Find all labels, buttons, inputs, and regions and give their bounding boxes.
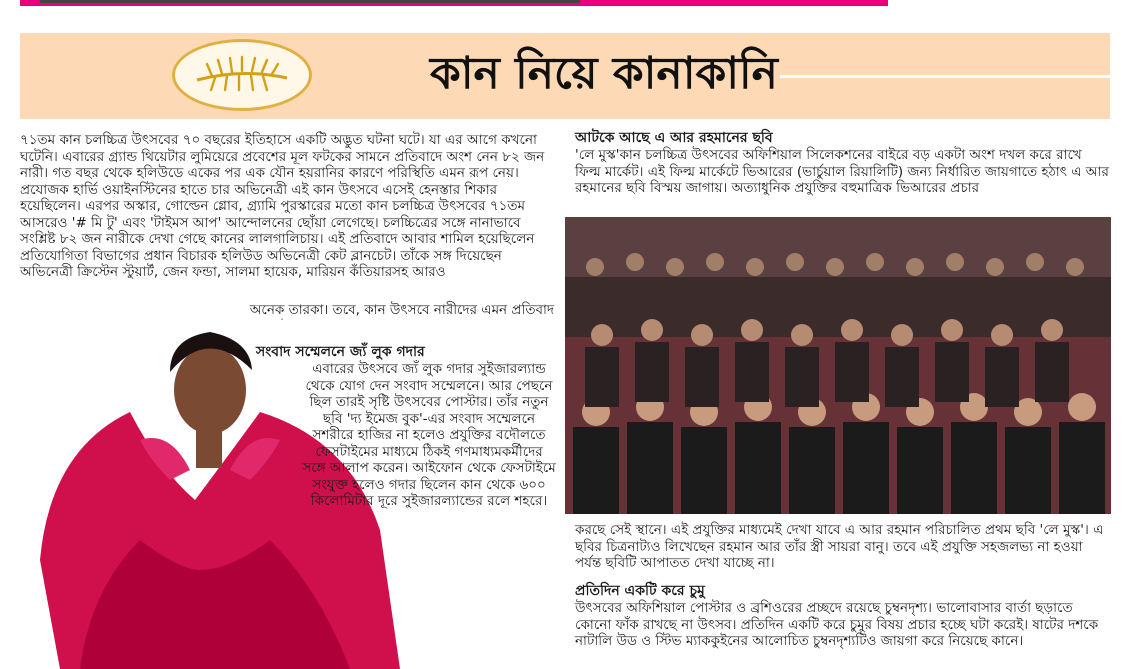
rahman-heading: আটকে আছে এ আর রহমানের ছবি <box>575 130 773 146</box>
palm-leaf-icon <box>187 50 297 100</box>
intro-paragraph: ৭১তম কান চলচ্চিত্র উৎসবের ৭০ বছরের ইতিহাসে একটি অদ্ভুত ঘটনা ঘটে। যা এর আগে কখনো ঘটেনি। এবারের গ্র্যান্ড থিয়েটার লুমিয়েরে প্রবেশের মূল ফটকের সামনে প্রতিবাদে অংশ নেন ৮২ জন নারী। গত বছর থেকে হলিউডে একের পর এক যৌন হয়রানির কারণে পরিস্থিতি এমন রূপ নেয়। প্রযোজক হার্ভি ওয়াইনস্টিনের হাতে চার অভিনেত্রী এই কান উৎসবে এসেই হেনস্তার শিকার হয়েছিলেন। এরপর অস্কার, গোল্ডেন গ্লোব, গ্র্যামি পুরস্কারের মতো কান চলচ্চিত্র উৎসবের ৭১তম আসরেও '# মি টু' এবং 'টাইমস আপ' আন্দোলনের ছোঁয়া লেগেছে। চলচ্চিত্রের সঙ্গে নানাভাবে সংশ্লিষ্ট ৮২ জন নারীকে দেখা গেছে কানের লালগালিচায়। এই প্রতিবাদে আবার শামিল হয়েছিলেন প্রতিযোগিতা বিভাগের প্রধান বিচারক হলিউড অভিনেত্রী কেট ব্লানচেট। তাঁকে সঙ্গ দিয়েছেন অভিনেত্রী ক্রিস্টেন স্টুয়ার্ট, জেন ফন্ডা, সালমা হায়েক, মারিয়ন কঁতিয়ারসহ আরও <box>20 132 545 280</box>
jean-luc-body: এবারের উৎসবে জ্যঁ লুক গদার সুইজারল্যান্ড থেকে যোগ দেন সংবাদ সম্মেলনে। আর পেছনে ছিল তারই সৃষ্টি উৎসবের পোস্টার। তাঁর নতুন ছবি 'দ্য ইমেজ বুক'-এর সংবাদ সম্মেলনে সশরীরে হাজির না হলেও প্রযুক্তির বদৌলতে ফেসটাইমের মাধ্যমে ঠিকই গণমাধ্যমকর্মীদের সঙ্গে আলাপ করেন। আইফোন থেকে ফেসটাইমে সংযুক্ত হলেও গদার ছিলেন কান থেকে ৬০০ কিলোমিটার দূরে সুইজারল্যান্ডের রলে শহরে। <box>302 361 556 509</box>
kiss-article <box>575 583 1110 650</box>
intro-article <box>20 132 554 281</box>
intro-ending-line-1: অনেক তারকা। তবে, কান উৎসবে নারীদের এমন প্রতিবাদ <box>249 302 554 318</box>
rahman-body-top: 'লে মুস্ক'কান চলচ্চিত্র উৎসবের অফিশিয়াল সিলেকশনের বাইরে বড় একটা অংশ দখল করে রাখে ফিল্ম মার্কেট। এই ফিল্ম মার্কেটে ভিআরের (ভার্চুয়াল রিয়ালিটি) জন্য নির্ধারিত জায়গাতে হঠাৎ এ আর রহমানের ছবি বিস্ময় জাগায়। অত্যাধুনিক প্রযুক্তির বহুমাত্রিক ভিআরের প্রচার <box>575 147 1109 196</box>
golden-palm-icon <box>172 39 312 111</box>
kiss-body: উৎসবের অফিশিয়াল পোস্টার ও ব্রশিওরের প্রচ্ছদে রয়েছে চুম্বনদৃশ্য। ভালোবাসার বার্তা ছড়াতে কোনো ফাঁক রাখছে না উৎসব। প্রতিদিন একটি করে চুমুর বিষয় প্রচার হচ্ছে ঘটা করেই। ষাটের দশকে নাটালি উড ও স্টিভ ম্যাককুইনের আলোচিত চুম্বনদৃশ্যটিও জায়গা করে নিয়েছে কানে। <box>575 600 1099 649</box>
jean-luc-heading: সংবাদ সম্মেলনে জ্যঁ লুক গদার <box>256 344 425 360</box>
page-title: কান নিয়ে কানাকানি <box>430 48 778 99</box>
jean-luc-section <box>256 344 556 362</box>
kiss-heading: প্রতিদিন একটি করে চুমু <box>575 583 705 599</box>
top-color-strip <box>20 0 888 6</box>
banner-divider <box>780 75 1110 78</box>
rahman-continued <box>575 522 1110 572</box>
rahman-body-bottom: করছে সেই স্থানে। এই প্রযুক্তির মাধ্যমেই দেখা যাবে এ আর রহমান পরিচালিত প্রথম ছবি 'লে মুস্ক'। এ ছবির চিত্রনাট্যও লিখেছেন রহমান আর তাঁর স্ত্রী সায়রা বানু। তবে এই প্রযুক্তি সহজলভ্য না হওয়া পর্যন্ত ছবিটি আপাতত দেখা যাচ্ছে না। <box>575 522 1104 571</box>
top-dark-strip <box>40 0 580 3</box>
women-protest-photo <box>565 217 1111 514</box>
headline-banner <box>20 33 1110 119</box>
rahman-article <box>575 130 1110 197</box>
